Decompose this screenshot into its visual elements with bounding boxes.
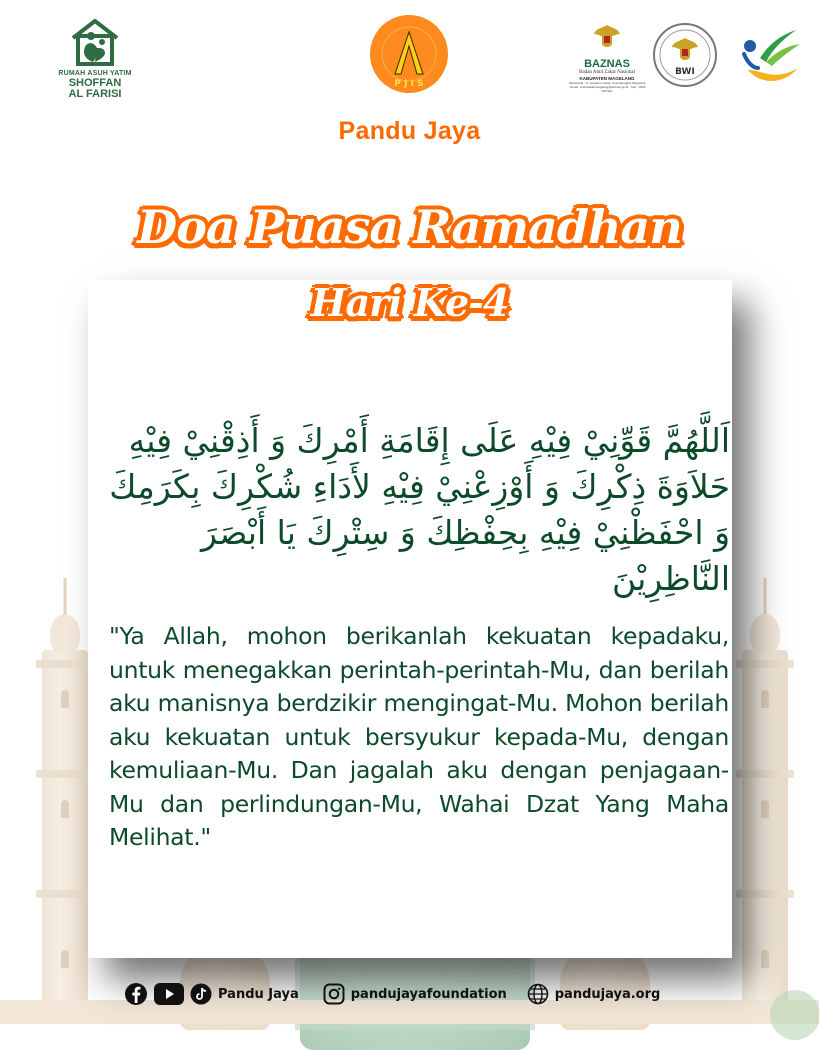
brand-name: Pandu Jaya — [338, 117, 481, 145]
baznas-logo — [568, 22, 646, 93]
pandu-jaya-logo — [369, 14, 449, 94]
youtube-icon[interactable] — [154, 983, 184, 1005]
bwi-label: BWI — [675, 67, 695, 77]
instagram-handle[interactable]: pandujayafoundation — [350, 986, 507, 1002]
garuda-emblem-icon — [592, 22, 622, 52]
facebook-icon[interactable] — [124, 982, 148, 1006]
instagram-icon[interactable] — [323, 983, 345, 1005]
left-minaret — [42, 650, 88, 1024]
baznas-region: KABUPATEN MAGELANG — [579, 76, 635, 81]
kemenag-logo-icon — [738, 24, 804, 90]
prayer-translation: "Ya Allah, mohon berikanlah kekuatan kepadaku, untuk menegakkan perintah-perintah-Mu, dan berilah aku manisnya berdzikir mengingat-Mu. Mohon berilah aku kekuatan untuk bersyukur kepada-Mu, dengan kemuliaan-Mu. Dan jagalah aku dengan penjagaan-Mu dan perlindungan-Mu, Wahai Dzat Yang Maha Melihat." — [109, 622, 729, 851]
prayer-card — [88, 280, 732, 958]
pjis-letters: P J I S — [394, 79, 424, 89]
house-family-icon — [69, 18, 121, 66]
social-name[interactable]: Pandu Jaya — [218, 986, 299, 1002]
page-title: Doa Puasa Ramadhan — [137, 200, 682, 254]
baznas-subtitle: Badan Amil Zakat Nasional — [579, 70, 635, 75]
footer-social-bar — [124, 980, 660, 1008]
right-minaret — [742, 650, 788, 1024]
page-subtitle-day: Hari Ke-4 — [310, 280, 509, 325]
bwi-logo — [652, 22, 718, 88]
logo-left-line2: SHOFFAN — [68, 77, 122, 89]
website-link[interactable]: pandujaya.org — [554, 986, 661, 1002]
logo-left-line1: RUMAH ASUH YATIM — [58, 70, 132, 77]
rumah-asuh-yatim-logo — [55, 18, 135, 100]
baznas-name: BAZNAS — [584, 58, 630, 70]
globe-icon[interactable] — [527, 983, 549, 1005]
tiktok-icon[interactable] — [190, 983, 212, 1005]
baznas-fine-print: Sekretariat : Jl. Soekarno Hatta, Kota Mungkid, Magelang · Email : baznaskabmagelang@baznas.go.id · Telp : 0293 339 994 — [568, 81, 646, 93]
tree — [770, 990, 819, 1040]
logo-left-line3: AL FARISI — [68, 88, 122, 100]
arabic-prayer: اَللَّهُمَّ قَوِّنِيْ فِيْهِ عَلَى إِقَامَةِ أَمْرِكَ وَ أَذِقْنِيْ فِيْهِ حَلاَوَةَ ذِكْرِكَ وَ أَوْزِعْنِيْ فِيْهِ لأَدَاءِ شُكْرِكَ بِكَرَمِكَ وَ احْفَظْنِيْ فِيْهِ بِحِفْظِكَ وَ سِتْرِكَ يَا أَبْصَرَ النَّاظِرِيْنَ — [109, 421, 730, 598]
